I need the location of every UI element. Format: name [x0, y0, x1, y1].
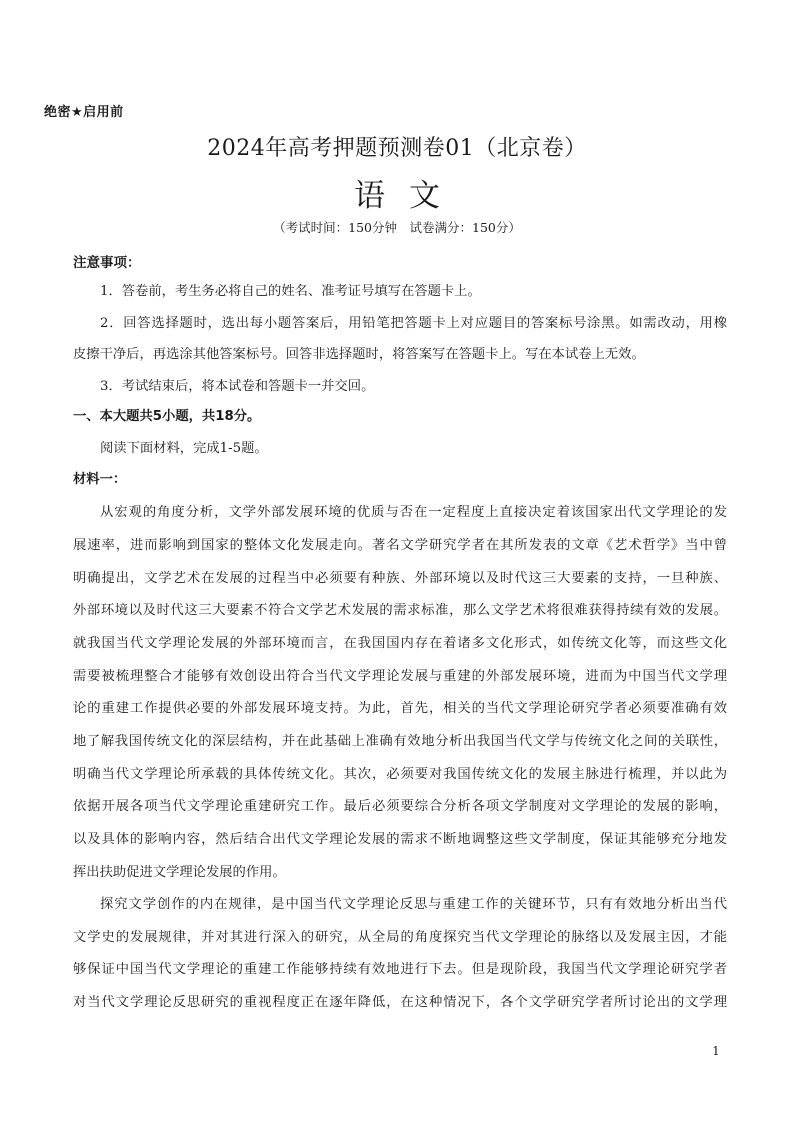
notice-heading: 注意事项： [73, 255, 141, 271]
page-number: 1 [712, 1044, 720, 1058]
exam-meta: （考试时间：150分钟 试卷满分：150分） [273, 220, 521, 235]
body-line: 够保证中国当代文学理论的重建工作能够持续有效地进行下去。但是现阶段，我国当代文学理论研究学者 [73, 962, 727, 977]
body-line: 明确提出，文学艺术在发展的过程当中必须要有种族、外部环境以及时代这三大要素的支持，一旦种族、 [73, 571, 727, 586]
body-line: 地了解我国传统文化的深层结构，并在此基础上准确有效地分析出我国当代文学与传统文化之间的关联性， [73, 734, 727, 749]
exam-title: 2024年高考押题预测卷01（北京卷） [207, 136, 587, 161]
body-line: 探究文学创作的内在规律，是中国当代文学理论反思与重建工作的关键环节，只有有效地分析出当代 [100, 897, 727, 912]
body-line: 论的重建工作提供必要的外部发展环境支持。为此，首先，相关的当代文学理论研究学者必须要准确有效 [73, 701, 727, 716]
section-heading: 一、本大题共5小题，共18分。 [73, 409, 261, 424]
body-line: 外部环境以及时代这三大要素不符合文学艺术发展的需求标准，那么文学艺术将很难获得持续有效的发展。 [73, 603, 727, 618]
body-line: 就我国当代文学理论发展的外部环境而言，在我国国内存在着诸多文化形式，如传统文化等，而这些文化 [73, 636, 727, 651]
body-line: 以及具体的影响内容，然后结合出代文学理论发展的需求不断地调整这些文学制度，保证其能够充分地发 [73, 832, 727, 847]
section-instruction: 阅读下面材料，完成1-5题。 [100, 441, 268, 456]
body-line: 挥出扶助促进文学理论发展的作用。 [73, 865, 286, 880]
notice-item-2: 2．回答选择题时，选出每小题答案后，用铅笔把答题卡上对应题目的答案标号涂黑。如需改动，用橡 [100, 316, 727, 331]
body-line: 依据开展各项当代文学理论重建研究工作。最后必须要综合分析各项文学制度对文学理论的发展的影响， [73, 799, 727, 814]
notice-item-1: 1．答卷前，考生务必将自己的姓名、准考证号填写在答题卡上。 [100, 284, 481, 299]
subject-title: 语文 [354, 178, 464, 214]
body-line: 需要被梳理整合才能够有效创设出符合当代文学理论发展与重建的外部发展环境，进而为中国当代文学理 [73, 669, 727, 684]
notice-item-2-cont: 皮擦干净后，再选涂其他答案标号。回答非选择题时，将答案写在答题卡上。写在本试卷上无效。 [73, 347, 645, 362]
body-line: 明确当代文学理论所承载的具体传统文化。其次，必须要对我国传统文化的发展主脉进行梳理，并以此为 [73, 767, 727, 782]
confidential-label: 绝密★启用前 [44, 105, 124, 120]
body-line: 文学史的发展规律，并对其进行深入的研究，从全局的角度探究当代文学理论的脉络以及发展主因，才能 [73, 930, 727, 945]
body-line: 展速率，进而影响到国家的整体文化发展走向。著名文学研究学者在其所发表的文章《艺术哲学》当中曾 [73, 538, 727, 553]
body-line: 对当代文学理论反思研究的重视程度正在逐年降低，在这种情况下，各个文学研究学者所讨论出的文学理 [73, 995, 727, 1010]
material-label: 材料一： [73, 472, 127, 487]
notice-item-3: 3．考试结束后，将本试卷和答题卡一并交回。 [100, 379, 375, 394]
body-line: 从宏观的角度分析，文学外部发展环境的优质与否在一定程度上直接决定着该国家出代文学理论的发 [100, 505, 727, 520]
